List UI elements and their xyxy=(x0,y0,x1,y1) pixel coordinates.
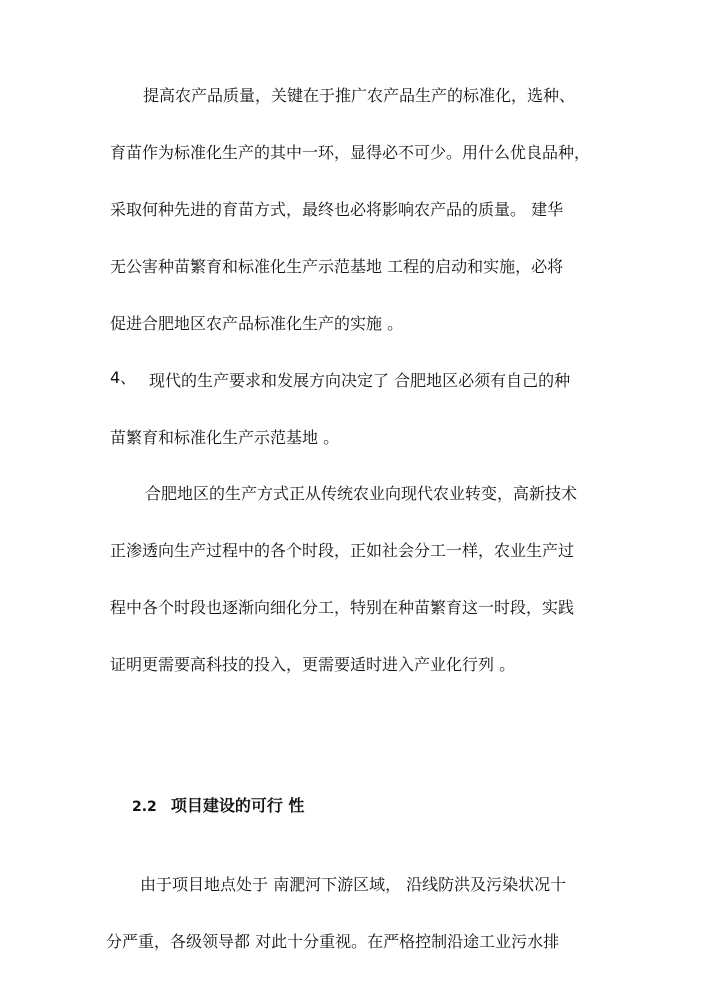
paragraph-2-line-3: 程中各个时段也逐渐向细化分工，特别在种苗繁育这一时段，实践 xyxy=(110,598,575,617)
section-heading-title: 项目建设的可行 性 xyxy=(170,796,305,815)
paragraph-2-line-4: 证明更需要高科技的投入，更需要适时进入产业化行列 。 xyxy=(110,655,516,674)
paragraph-3-line-1: 由于项目地点处于 南淝河下游区域， 沿线防洪及污染状况十 xyxy=(140,875,567,894)
item-4-line-2: 苗繁育和标准化生产示范基地 。 xyxy=(110,428,340,447)
item-4-number: 4、 xyxy=(110,368,137,387)
paragraph-2-line-2: 正渗透向生产过程中的各个时段，正如社会分工一样，农业生产过 xyxy=(110,541,575,560)
section-heading-number: 2.2 xyxy=(132,799,157,815)
paragraph-1-line-5: 促进合肥地区农产品标准化生产的实施 。 xyxy=(110,314,404,333)
paragraph-1-line-2: 育苗作为标准化生产的其中一环，显得必不可少。用什么优良品种， xyxy=(110,143,591,162)
section-heading xyxy=(132,796,304,817)
item-4-line-1: 现代的生产要求和发展方向决定了 合肥地区必须有自己的种 xyxy=(149,371,571,390)
paragraph-1-line-1: 提高农产品质量，关键在于推广农产品生产的标准化，选种、 xyxy=(143,86,576,105)
paragraph-1-line-3: 采取何种先进的育苗方式，最终也必将影响农产品的质量。 建华 xyxy=(110,200,564,219)
paragraph-3-line-2: 分严重，各级领导都 对此十分重视。在严格控制沿途工业污水排 xyxy=(106,932,560,951)
paragraph-1-line-4: 无公害种苗繁育和标准化生产示范基地 工程的启动和实施，必将 xyxy=(110,257,564,276)
paragraph-2-line-1: 合肥地区的生产方式正从传统农业向现代农业转变，高新技术 xyxy=(145,484,578,503)
